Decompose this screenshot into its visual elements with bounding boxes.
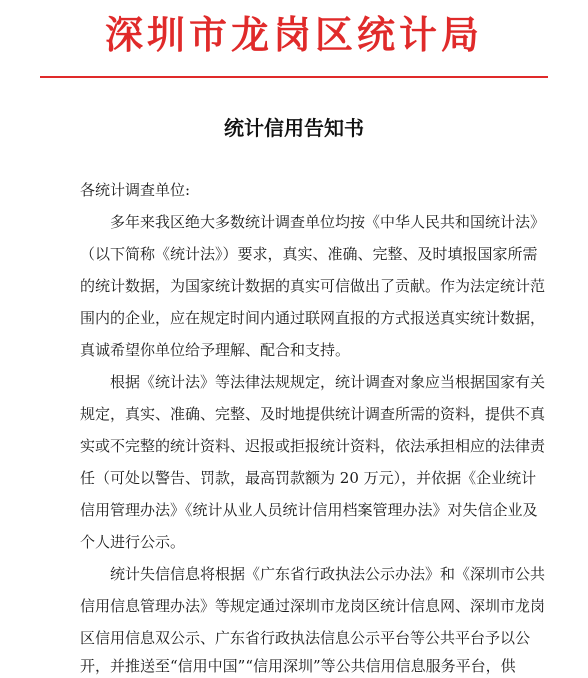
paragraph-1-line-5: 真诚希望你单位给予理解、配合和支持。 <box>80 341 351 359</box>
organization-name: 深圳市龙岗区统计局 <box>104 12 483 57</box>
header-divider <box>40 76 548 78</box>
paragraph-3-line-4: 开，并推送至“信用中国”“信用深圳”等公共信用信息服务平台，供 <box>80 657 516 675</box>
paragraph-3-line-2: 信用信息管理办法》等规定通过深圳市龙岗区统计信息网、深圳市龙岗 <box>80 597 546 615</box>
paragraph-1-line-1: 多年来我区绝大多数统计调查单位均按《中华人民共和国统计法》 <box>110 213 546 231</box>
paragraph-1-line-3: 的统计数据，为国家统计数据的真实可信做出了贡献。作为法定统计范 <box>80 277 546 295</box>
paragraph-3-line-3: 区信用信息双公示、广东省行政执法信息公示平台等公共平台予以公 <box>80 629 531 647</box>
paragraph-2-line-6: 个人进行公示。 <box>80 533 186 551</box>
paragraph-3-line-1: 统计失信信息将根据《广东省行政执法公示办法》和《深圳市公共 <box>110 565 546 583</box>
salutation: 各统计调查单位: <box>80 181 191 199</box>
paragraph-2-line-1: 根据《统计法》等法律法规规定，统计调查对象应当根据国家有关 <box>110 373 546 391</box>
paragraph-2-line-5: 信用管理办法》《统计从业人员统计信用档案管理办法》对失信企业及 <box>80 501 538 519</box>
paragraph-2-line-2: 规定，真实、准确、完整、及时地提供统计调查所需的资料，提供不真 <box>80 405 546 423</box>
paragraph-2-line-4: 任（可处以警告、罚款，最高罚款额为 20 万元），并依据《企业统计 <box>80 469 537 487</box>
document-title: 统计信用告知书 <box>224 116 364 140</box>
paragraph-1-line-4: 围内的企业，应在规定时间内通过联网直报的方式报送真实统计数据， <box>80 309 546 327</box>
paragraph-1-line-2: （以下简称《统计法》）要求，真实、准确、完整、及时填报国家所需 <box>80 245 538 263</box>
paragraph-2-line-3: 实或不完整的统计资料、迟报或拒报统计资料，依法承担相应的法律责 <box>80 437 546 455</box>
document-header <box>0 0 588 84</box>
